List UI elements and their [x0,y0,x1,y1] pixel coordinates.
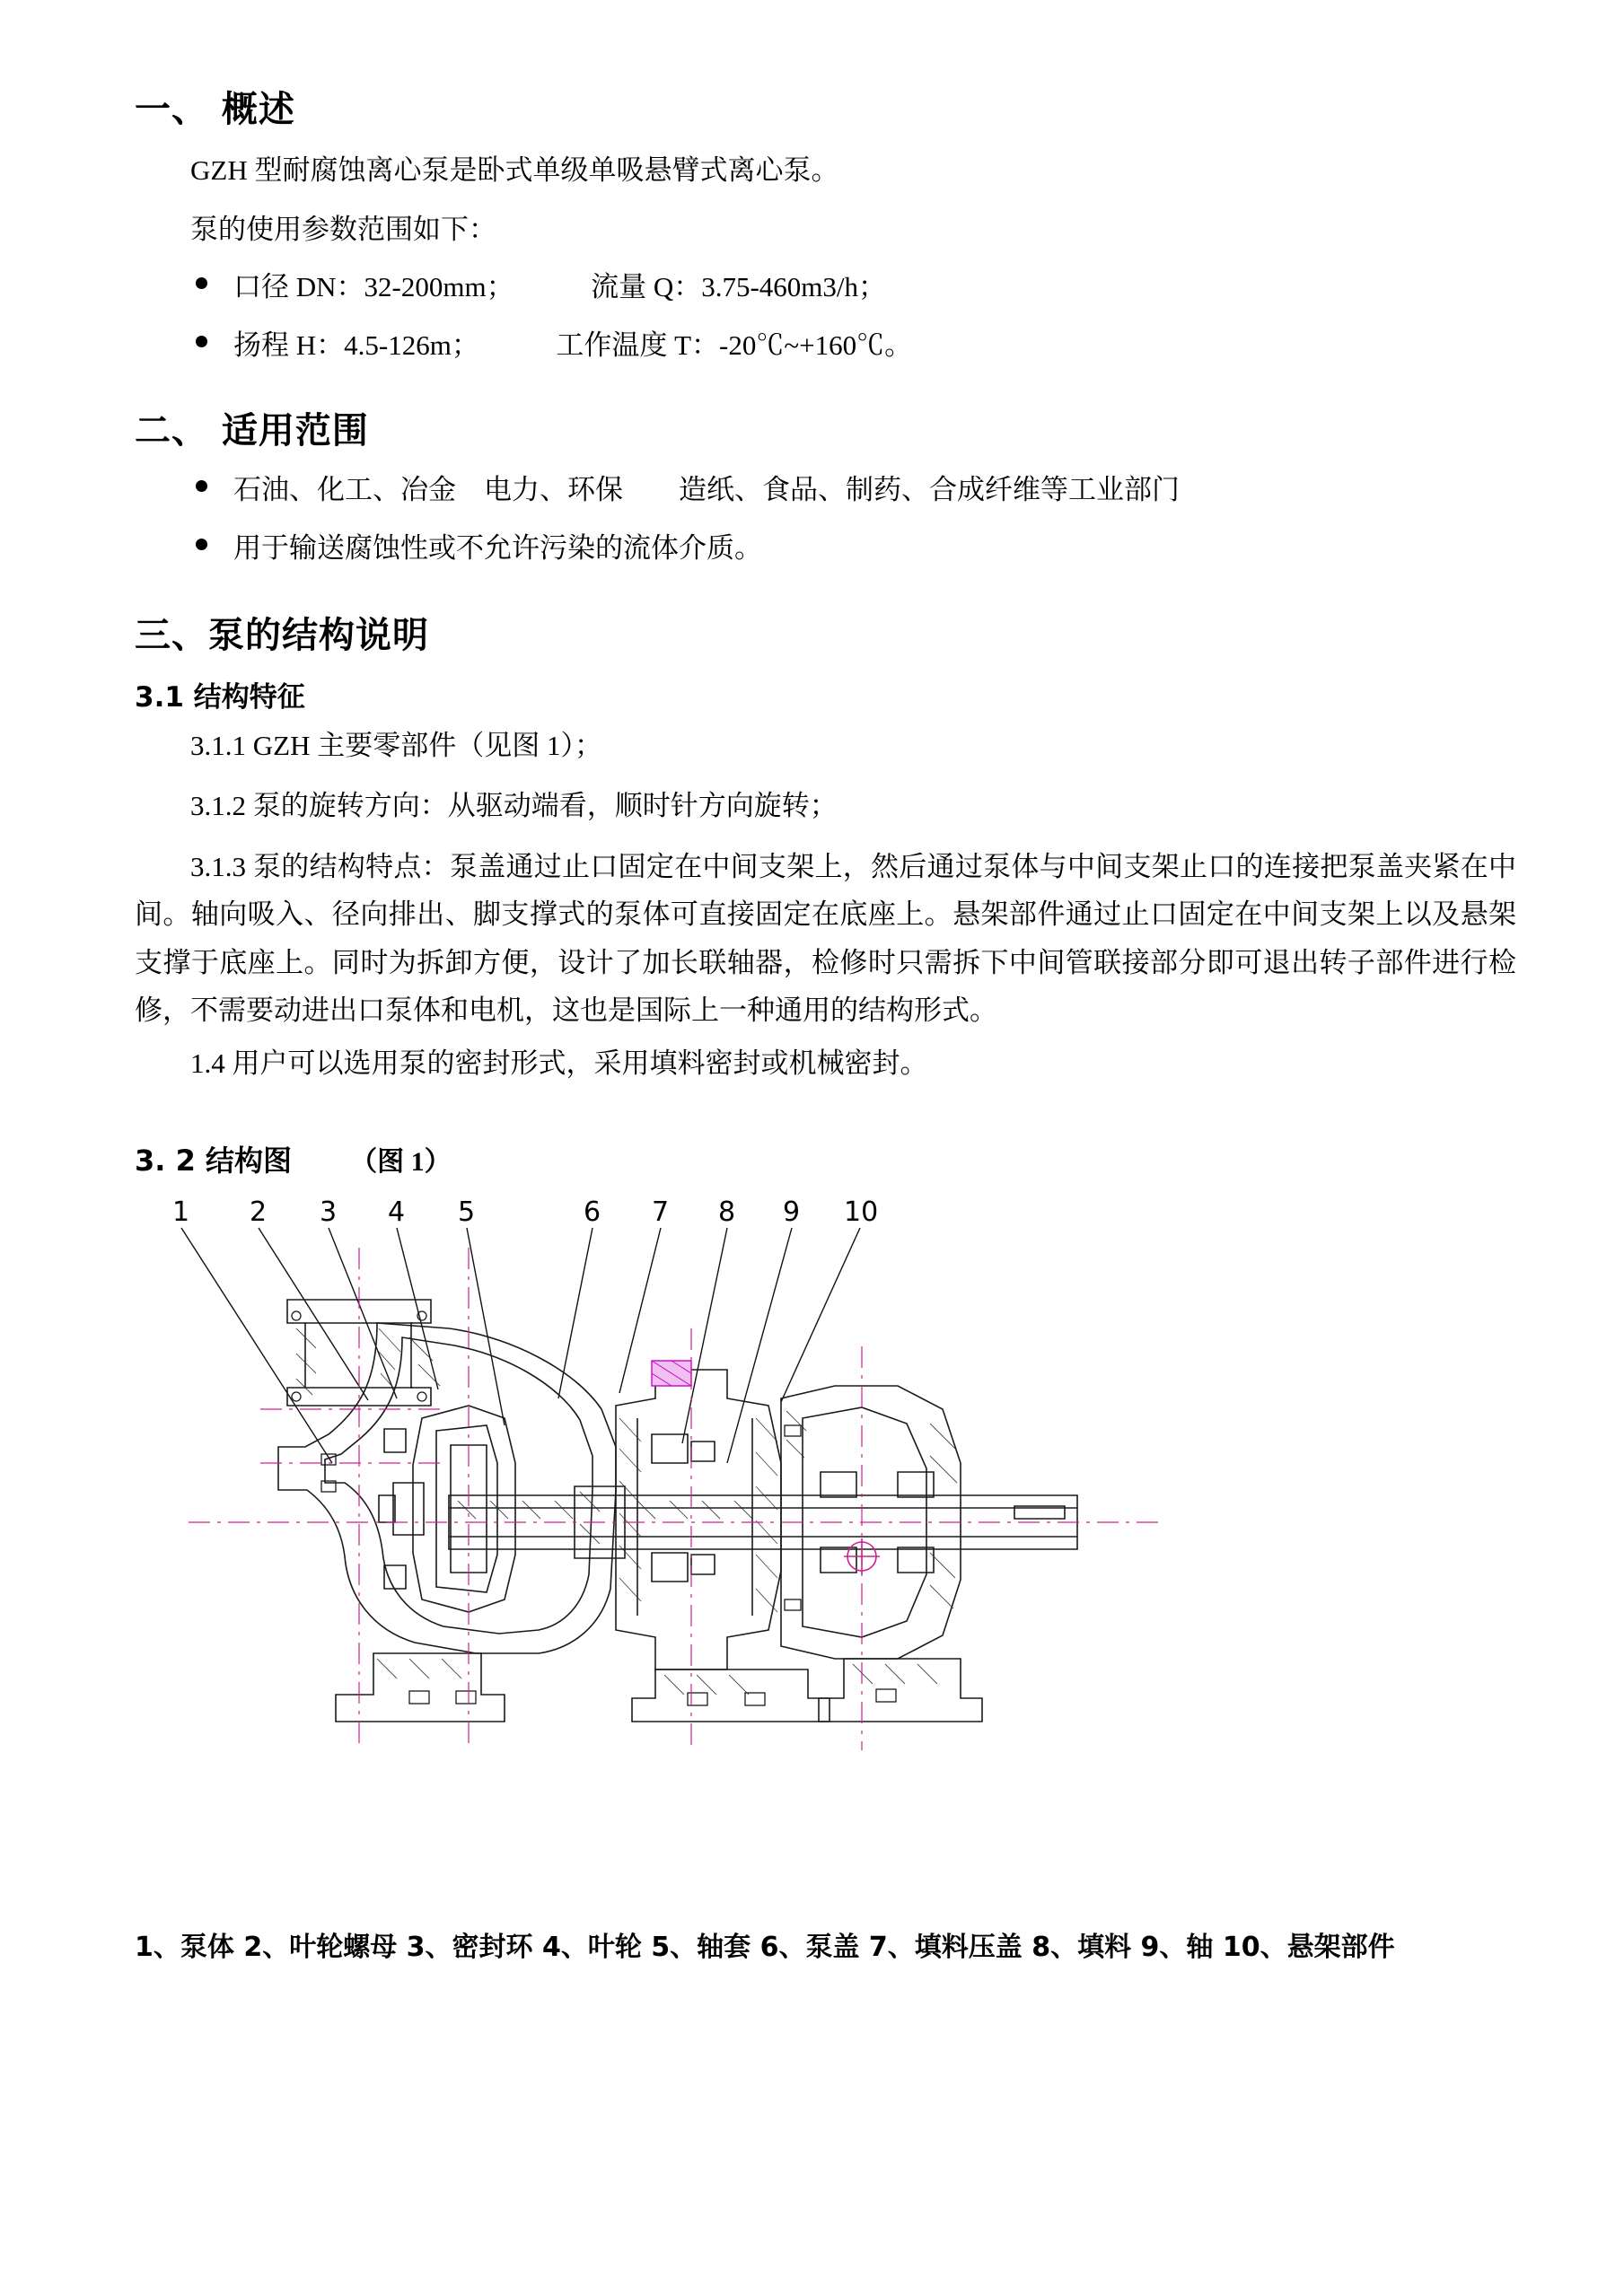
param-bore: 口径 DN：32-200mm； [233,271,514,303]
figure-caption: 1、泵体 2、叶轮螺母 3、密封环 4、叶轮 5、轴套 6、泵盖 7、填料压盖 8、填料 9、轴 10、悬架部件 [135,1932,1395,1964]
section-heading-one: 一、 概述 [135,89,295,130]
figure-label-1: 1 [172,1196,190,1229]
scope-media: 用于输送腐蚀性或不允许污染的流体介质。 [233,531,762,564]
list-item [233,267,1516,309]
figure-label-7: 7 [652,1196,670,1229]
figure-label-5: 5 [458,1196,476,1229]
figure-label-2: 2 [250,1196,268,1229]
bullet-dot-icon [196,277,207,289]
figure-label-8: 8 [718,1196,736,1229]
overview-bullet-list [135,267,1516,366]
figure-label-4: 4 [388,1196,406,1229]
paragraph-1-4: 1.4 用户可以选用泵的密封形式，采用填料密封或机械密封。 [190,1047,928,1080]
paragraph-3-1-1: 3.1.1 GZH 主要零部件（见图 1）； [190,730,602,762]
section-heading-two: 二、 适用范围 [135,410,369,452]
paragraph-overview-params-lead: 泵的使用参数范围如下： [190,214,496,246]
figure-label-6: 6 [584,1196,601,1229]
list-item [233,528,1516,570]
scope-industries: 石油、化工、冶金 电力、环保 造纸、食品、制药、合成纤维等工业部门 [233,474,1180,506]
scope-bullet-list [135,469,1516,569]
param-flow: 流量 Q：3.75-460m3/h； [591,271,887,303]
bullet-dot-icon [196,539,207,550]
paragraph-3-1-3: 3.1.3 泵的结构特点：泵盖通过止口固定在中间支架上，然后通过泵体与中间支架止口的连接把泵盖夹紧在中间。轴向吸入、径向排出、脚支撑式的泵体可直接固定在底座上。悬架部件通过止口固定在中间支架上以及悬架支撑于底座上。同时为拆卸方便，设计了加长联轴器，检修时只需拆下中间管联接部分即可退出转子部件进行检修，不需要动进出口泵体和电机，这也是国际上一种通用的结构形式。 [135,850,1516,1026]
figure-section-label: 3. 2 结构图 [135,1144,292,1179]
pump-assembly-drawing [153,1194,1427,1903]
figure-label-9: 9 [783,1196,801,1229]
list-item [233,325,1516,367]
subsection-heading-3-1: 3.1 结构特征 [135,681,305,714]
figure-label-10: 10 [844,1196,879,1229]
paragraph-overview-intro: GZH 型耐腐蚀离心泵是卧式单级单吸悬臂式离心泵。 [190,154,839,186]
list-item [233,469,1516,512]
pump-cross-section-svg [153,1194,1427,1903]
param-head: 扬程 H：4.5-126m； [233,329,479,361]
subsection-heading-3-2 [135,1138,1516,1179]
figure-number-label: （图 1） [350,1147,452,1178]
figure-label-3: 3 [320,1196,338,1229]
bullet-dot-icon [196,480,207,492]
paragraph-3-1-2: 3.1.2 泵的旋转方向：从驱动端看，顺时针方向旋转； [190,789,838,821]
param-temperature: 工作温度 T：-20℃~+160℃。 [556,329,913,361]
bullet-dot-icon [196,336,207,347]
section-heading-three: 三、泵的结构说明 [135,615,429,657]
